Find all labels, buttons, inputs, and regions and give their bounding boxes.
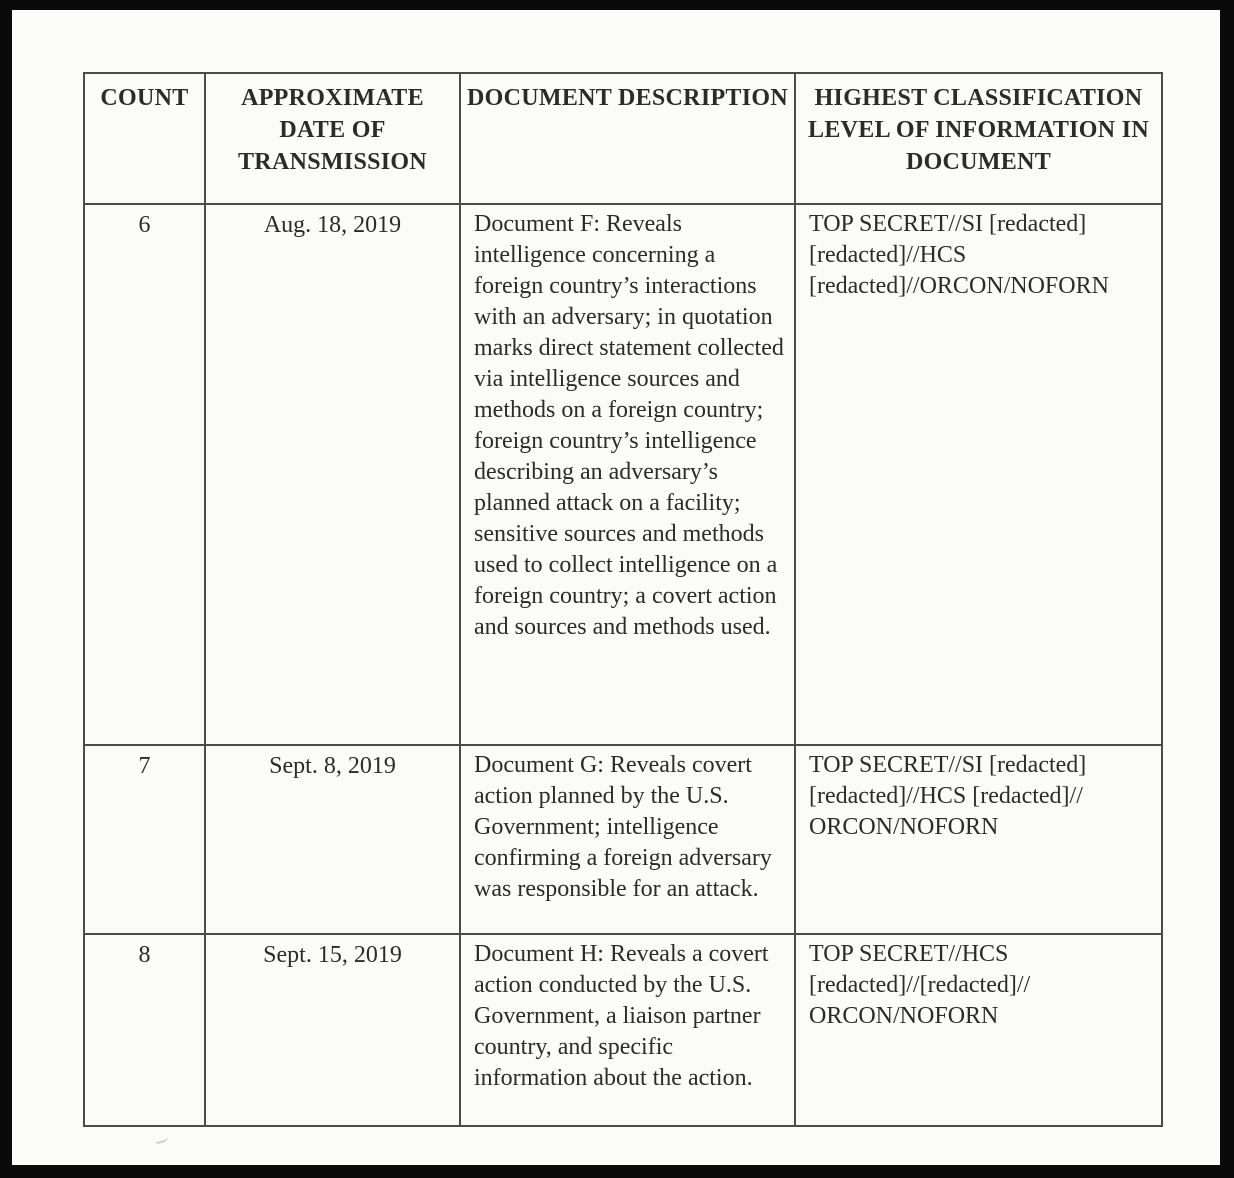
document-page	[12, 10, 1220, 1165]
count-value: 6	[84, 204, 205, 745]
classification-level: TOP SECRET//HCS [redacted]//[redacted]// ORCON/NOFORN	[795, 934, 1162, 1126]
transmission-date: Aug. 18, 2019	[205, 204, 460, 745]
transmission-date: Sept. 15, 2019	[205, 934, 460, 1126]
count-value: 8	[84, 934, 205, 1126]
classification-level: TOP SECRET//SI [redacted] [redacted]//HCS [redacted]// ORCON/NOFORN	[795, 745, 1162, 934]
table-row	[84, 934, 1162, 1126]
table-row	[84, 204, 1162, 745]
table-row	[84, 745, 1162, 934]
column-header-classification: HIGHEST CLASSIFICATION LEVEL OF INFORMATION IN DOCUMENT	[795, 73, 1162, 204]
column-header-date: APPROXIMATE DATE OF TRANSMISSION	[205, 73, 460, 204]
counts-table	[83, 72, 1163, 1127]
scan-artifact	[154, 1133, 168, 1144]
table-header-row	[84, 73, 1162, 204]
column-header-description: DOCUMENT DESCRIPTION	[460, 73, 795, 204]
transmission-date: Sept. 8, 2019	[205, 745, 460, 934]
document-description: Document F: Reveals intelligence concerning a foreign country’s interactions with an adversary; in quotation marks direct statement collected via intelligence sources and methods on a foreign country; foreign country’s intelligence describing an adversary’s planned attack on a facility; sensitive sources and methods used to collect intelligence on a foreign country; a covert action and sources and methods used.	[460, 204, 795, 745]
classification-level: TOP SECRET//SI [redacted] [redacted]//HCS [redacted]//ORCON/NOFORN	[795, 204, 1162, 745]
column-header-count: COUNT	[84, 73, 205, 204]
document-description: Document G: Reveals covert action planned by the U.S. Government; intelligence confirming a foreign adversary was responsible for an attack.	[460, 745, 795, 934]
document-description: Document H: Reveals a covert action conducted by the U.S. Government, a liaison partner country, and specific information about the action.	[460, 934, 795, 1126]
count-value: 7	[84, 745, 205, 934]
